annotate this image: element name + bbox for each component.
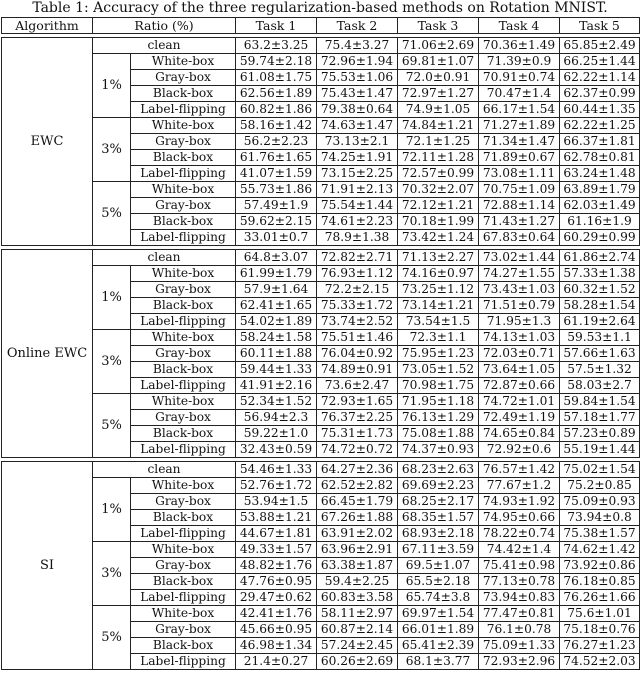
value-cell: 71.34±1.47 <box>479 134 560 150</box>
value-cell: 60.82±1.86 <box>236 102 317 118</box>
attack-cell: Gray-box <box>131 198 236 214</box>
value-cell: 72.49±1.19 <box>479 410 560 426</box>
value-cell: 74.37±0.93 <box>398 442 479 458</box>
value-cell: 60.44±1.35 <box>560 102 640 118</box>
table-row <box>2 54 640 70</box>
value-cell: 63.89±1.79 <box>560 182 640 198</box>
value-cell: 58.03±2.7 <box>560 378 640 394</box>
ratio-cell: 5% <box>93 394 131 458</box>
ratio-cell: 3% <box>93 118 131 182</box>
value-cell: 65.74±3.8 <box>398 590 479 606</box>
value-cell: 63.38±1.87 <box>317 558 398 574</box>
value-cell: 75.95±1.23 <box>398 346 479 362</box>
attack-cell: Label-flipping <box>131 314 236 330</box>
value-cell: 73.74±2.52 <box>317 314 398 330</box>
table-row <box>2 182 640 198</box>
value-cell: 76.04±0.92 <box>317 346 398 362</box>
value-cell: 70.36±1.49 <box>479 38 560 54</box>
value-cell: 64.27±2.36 <box>317 462 398 478</box>
algorithm-cell: Online EWC <box>2 250 93 458</box>
value-cell: 75.33±1.72 <box>317 298 398 314</box>
value-cell: 61.99±1.79 <box>236 266 317 282</box>
attack-cell: White-box <box>131 266 236 282</box>
attack-cell: White-box <box>131 54 236 70</box>
value-cell: 62.03±1.49 <box>560 198 640 214</box>
value-cell: 57.24±2.45 <box>317 638 398 654</box>
value-cell: 72.1±1.25 <box>398 134 479 150</box>
value-cell: 66.17±1.54 <box>479 102 560 118</box>
value-cell: 73.25±1.12 <box>398 282 479 298</box>
value-cell: 56.94±2.3 <box>236 410 317 426</box>
value-cell: 74.65±0.84 <box>479 426 560 442</box>
value-cell: 76.18±0.85 <box>560 574 640 590</box>
attack-cell: Gray-box <box>131 282 236 298</box>
value-cell: 62.56±1.89 <box>236 86 317 102</box>
header-task-3: Task 3 <box>398 18 479 34</box>
table-row <box>2 266 640 282</box>
value-cell: 76.37±2.25 <box>317 410 398 426</box>
value-cell: 76.27±1.23 <box>560 638 640 654</box>
value-cell: 74.13±1.03 <box>479 330 560 346</box>
value-cell: 77.67±1.2 <box>479 478 560 494</box>
algorithm-cell: SI <box>2 462 93 670</box>
table-row <box>2 606 640 622</box>
value-cell: 76.57±1.42 <box>479 462 560 478</box>
value-cell: 74.84±1.21 <box>398 118 479 134</box>
value-cell: 68.25±2.17 <box>398 494 479 510</box>
value-cell: 61.08±1.75 <box>236 70 317 86</box>
value-cell: 58.28±1.54 <box>560 298 640 314</box>
results-table <box>1 17 640 670</box>
value-cell: 53.88±1.21 <box>236 510 317 526</box>
table-caption: Table 1: Accuracy of the three regularization-based methods on Rotation MNIST. <box>32 0 608 16</box>
value-cell: 71.43±1.27 <box>479 214 560 230</box>
value-cell: 59.84±1.54 <box>560 394 640 410</box>
value-cell: 58.24±1.58 <box>236 330 317 346</box>
value-cell: 72.03±0.71 <box>479 346 560 362</box>
value-cell: 77.47±0.81 <box>479 606 560 622</box>
value-cell: 66.01±1.89 <box>398 622 479 638</box>
value-cell: 75.53±1.06 <box>317 70 398 86</box>
header-task-1: Task 1 <box>236 18 317 34</box>
value-cell: 59.44±1.33 <box>236 362 317 378</box>
value-cell: 49.33±1.57 <box>236 542 317 558</box>
value-cell: 45.66±0.95 <box>236 622 317 638</box>
value-cell: 74.63±1.47 <box>317 118 398 134</box>
value-cell: 57.49±1.9 <box>236 198 317 214</box>
value-cell: 63.24±1.48 <box>560 166 640 182</box>
value-cell: 74.61±2.23 <box>317 214 398 230</box>
value-cell: 73.94±0.8 <box>560 510 640 526</box>
value-cell: 61.19±2.64 <box>560 314 640 330</box>
value-cell: 65.41±2.39 <box>398 638 479 654</box>
value-cell: 62.22±1.14 <box>560 70 640 86</box>
value-cell: 60.26±2.69 <box>317 654 398 670</box>
value-cell: 74.42±1.4 <box>479 542 560 558</box>
value-cell: 57.23±0.89 <box>560 426 640 442</box>
attack-cell: Label-flipping <box>131 166 236 182</box>
value-cell: 47.76±0.95 <box>236 574 317 590</box>
value-cell: 62.22±1.25 <box>560 118 640 134</box>
value-cell: 71.95±1.3 <box>479 314 560 330</box>
ratio-cell: 1% <box>93 478 131 542</box>
value-cell: 59.74±2.18 <box>236 54 317 70</box>
value-cell: 60.29±0.99 <box>560 230 640 246</box>
value-cell: 73.6±2.47 <box>317 378 398 394</box>
value-cell: 73.64±1.05 <box>479 362 560 378</box>
value-cell: 75.51±1.46 <box>317 330 398 346</box>
ratio-cell: 5% <box>93 606 131 670</box>
value-cell: 70.91±0.74 <box>479 70 560 86</box>
header-ratio: Ratio (%) <box>93 18 236 34</box>
value-cell: 68.23±2.63 <box>398 462 479 478</box>
value-cell: 62.78±0.81 <box>560 150 640 166</box>
value-cell: 75.02±1.54 <box>560 462 640 478</box>
value-cell: 72.2±2.15 <box>317 282 398 298</box>
attack-cell: White-box <box>131 542 236 558</box>
value-cell: 52.76±1.72 <box>236 478 317 494</box>
value-cell: 70.47±1.4 <box>479 86 560 102</box>
value-cell: 68.93±2.18 <box>398 526 479 542</box>
value-cell: 70.18±1.99 <box>398 214 479 230</box>
value-cell: 59.22±1.0 <box>236 426 317 442</box>
value-cell: 68.1±3.77 <box>398 654 479 670</box>
value-cell: 74.9±1.05 <box>398 102 479 118</box>
algorithm-cell: EWC <box>2 38 93 246</box>
value-cell: 75.4±3.27 <box>317 38 398 54</box>
value-cell: 75.08±1.88 <box>398 426 479 442</box>
ratio-cell: 3% <box>93 330 131 394</box>
value-cell: 46.98±1.34 <box>236 638 317 654</box>
attack-cell: Label-flipping <box>131 102 236 118</box>
value-cell: 74.16±0.97 <box>398 266 479 282</box>
table-row <box>2 394 640 410</box>
value-cell: 60.32±1.52 <box>560 282 640 298</box>
value-cell: 71.89±0.67 <box>479 150 560 166</box>
value-cell: 60.87±2.14 <box>317 622 398 638</box>
attack-cell: Gray-box <box>131 622 236 638</box>
value-cell: 74.27±1.55 <box>479 266 560 282</box>
value-cell: 41.07±1.59 <box>236 166 317 182</box>
value-cell: 75.54±1.44 <box>317 198 398 214</box>
value-cell: 71.91±2.13 <box>317 182 398 198</box>
attack-cell: Black-box <box>131 426 236 442</box>
value-cell: 72.57±0.99 <box>398 166 479 182</box>
attack-cell: Gray-box <box>131 134 236 150</box>
attack-cell: Label-flipping <box>131 378 236 394</box>
value-cell: 65.85±2.49 <box>560 38 640 54</box>
table-row <box>2 38 640 54</box>
value-cell: 72.96±1.94 <box>317 54 398 70</box>
value-cell: 76.13±1.29 <box>398 410 479 426</box>
value-cell: 55.73±1.86 <box>236 182 317 198</box>
value-cell: 69.69±2.23 <box>398 478 479 494</box>
value-cell: 56.2±2.23 <box>236 134 317 150</box>
value-cell: 60.11±1.88 <box>236 346 317 362</box>
value-cell: 69.97±1.54 <box>398 606 479 622</box>
value-cell: 33.01±0.7 <box>236 230 317 246</box>
value-cell: 57.33±1.38 <box>560 266 640 282</box>
value-cell: 59.62±2.15 <box>236 214 317 230</box>
attack-cell: Black-box <box>131 150 236 166</box>
attack-cell: White-box <box>131 118 236 134</box>
attack-cell: Black-box <box>131 574 236 590</box>
value-cell: 59.53±1.1 <box>560 330 640 346</box>
value-cell: 67.11±3.59 <box>398 542 479 558</box>
value-cell: 73.54±1.5 <box>398 314 479 330</box>
value-cell: 76.93±1.12 <box>317 266 398 282</box>
value-cell: 75.18±0.76 <box>560 622 640 638</box>
value-cell: 75.09±0.93 <box>560 494 640 510</box>
value-cell: 71.13±2.27 <box>398 250 479 266</box>
value-cell: 62.41±1.65 <box>236 298 317 314</box>
value-cell: 73.15±2.25 <box>317 166 398 182</box>
value-cell: 75.38±1.57 <box>560 526 640 542</box>
attack-cell: Black-box <box>131 638 236 654</box>
value-cell: 74.25±1.91 <box>317 150 398 166</box>
attack-cell: Gray-box <box>131 558 236 574</box>
value-cell: 74.93±1.92 <box>479 494 560 510</box>
value-cell: 57.18±1.77 <box>560 410 640 426</box>
value-cell: 60.83±3.58 <box>317 590 398 606</box>
value-cell: 72.3±1.1 <box>398 330 479 346</box>
attack-cell: Label-flipping <box>131 654 236 670</box>
value-cell: 73.02±1.44 <box>479 250 560 266</box>
value-cell: 57.9±1.64 <box>236 282 317 298</box>
value-cell: 77.13±0.78 <box>479 574 560 590</box>
value-cell: 72.93±1.65 <box>317 394 398 410</box>
value-cell: 32.43±0.59 <box>236 442 317 458</box>
attack-cell: White-box <box>131 394 236 410</box>
attack-cell: Label-flipping <box>131 442 236 458</box>
header-algorithm: Algorithm <box>2 18 93 34</box>
clean-label-cell: clean <box>93 38 236 54</box>
table-row <box>2 250 640 266</box>
value-cell: 75.43±1.47 <box>317 86 398 102</box>
attack-cell: White-box <box>131 182 236 198</box>
value-cell: 63.96±2.91 <box>317 542 398 558</box>
value-cell: 71.51±0.79 <box>479 298 560 314</box>
value-cell: 66.25±1.44 <box>560 54 640 70</box>
value-cell: 57.5±1.32 <box>560 362 640 378</box>
clean-label-cell: clean <box>93 250 236 266</box>
header-task-5: Task 5 <box>560 18 640 34</box>
table-row <box>2 118 640 134</box>
value-cell: 69.81±1.07 <box>398 54 479 70</box>
ratio-cell: 1% <box>93 266 131 330</box>
value-cell: 55.19±1.44 <box>560 442 640 458</box>
attack-cell: Gray-box <box>131 494 236 510</box>
attack-cell: Black-box <box>131 214 236 230</box>
attack-cell: Gray-box <box>131 70 236 86</box>
table-row <box>2 330 640 346</box>
value-cell: 66.45±1.79 <box>317 494 398 510</box>
attack-cell: Gray-box <box>131 410 236 426</box>
value-cell: 70.98±1.75 <box>398 378 479 394</box>
table-row <box>2 462 640 478</box>
value-cell: 75.09±1.33 <box>479 638 560 654</box>
value-cell: 54.46±1.33 <box>236 462 317 478</box>
value-cell: 71.39±0.9 <box>479 54 560 70</box>
attack-cell: Black-box <box>131 298 236 314</box>
table-body <box>2 34 640 670</box>
attack-cell: Label-flipping <box>131 230 236 246</box>
value-cell: 75.41±0.98 <box>479 558 560 574</box>
attack-cell: Gray-box <box>131 346 236 362</box>
value-cell: 74.95±0.66 <box>479 510 560 526</box>
value-cell: 71.06±2.69 <box>398 38 479 54</box>
value-cell: 73.43±1.03 <box>479 282 560 298</box>
value-cell: 72.88±1.14 <box>479 198 560 214</box>
value-cell: 71.27±1.89 <box>479 118 560 134</box>
value-cell: 70.32±2.07 <box>398 182 479 198</box>
value-cell: 73.92±0.86 <box>560 558 640 574</box>
attack-cell: White-box <box>131 330 236 346</box>
value-cell: 61.86±2.74 <box>560 250 640 266</box>
table-row <box>2 478 640 494</box>
value-cell: 54.02±1.89 <box>236 314 317 330</box>
ratio-cell: 1% <box>93 54 131 118</box>
value-cell: 63.2±3.25 <box>236 38 317 54</box>
value-cell: 72.11±1.28 <box>398 150 479 166</box>
value-cell: 66.37±1.81 <box>560 134 640 150</box>
value-cell: 53.94±1.5 <box>236 494 317 510</box>
value-cell: 48.82±1.76 <box>236 558 317 574</box>
attack-cell: Label-flipping <box>131 590 236 606</box>
header-task-2: Task 2 <box>317 18 398 34</box>
value-cell: 73.94±0.83 <box>479 590 560 606</box>
value-cell: 71.95±1.18 <box>398 394 479 410</box>
value-cell: 65.5±2.18 <box>398 574 479 590</box>
value-cell: 79.38±0.64 <box>317 102 398 118</box>
value-cell: 74.72±1.01 <box>479 394 560 410</box>
value-cell: 72.92±0.6 <box>479 442 560 458</box>
value-cell: 75.6±1.01 <box>560 606 640 622</box>
value-cell: 29.47±0.62 <box>236 590 317 606</box>
value-cell: 72.97±1.27 <box>398 86 479 102</box>
value-cell: 61.76±1.65 <box>236 150 317 166</box>
attack-cell: White-box <box>131 606 236 622</box>
value-cell: 44.67±1.81 <box>236 526 317 542</box>
value-cell: 70.75±1.09 <box>479 182 560 198</box>
value-cell: 52.34±1.52 <box>236 394 317 410</box>
value-cell: 58.11±2.97 <box>317 606 398 622</box>
value-cell: 72.12±1.21 <box>398 198 479 214</box>
value-cell: 73.05±1.52 <box>398 362 479 378</box>
value-cell: 59.4±2.25 <box>317 574 398 590</box>
value-cell: 78.22±0.74 <box>479 526 560 542</box>
header-row <box>2 18 640 34</box>
value-cell: 67.83±0.64 <box>479 230 560 246</box>
attack-cell: Black-box <box>131 362 236 378</box>
value-cell: 75.31±1.73 <box>317 426 398 442</box>
value-cell: 73.08±1.11 <box>479 166 560 182</box>
ratio-cell: 5% <box>93 182 131 246</box>
value-cell: 61.16±1.9 <box>560 214 640 230</box>
value-cell: 41.91±2.16 <box>236 378 317 394</box>
value-cell: 42.41±1.76 <box>236 606 317 622</box>
attack-cell: White-box <box>131 478 236 494</box>
value-cell: 72.0±0.91 <box>398 70 479 86</box>
value-cell: 73.42±1.24 <box>398 230 479 246</box>
value-cell: 58.16±1.42 <box>236 118 317 134</box>
clean-label-cell: clean <box>93 462 236 478</box>
table-row <box>2 542 640 558</box>
value-cell: 72.93±2.96 <box>479 654 560 670</box>
header-task-4: Task 4 <box>479 18 560 34</box>
value-cell: 73.13±2.1 <box>317 134 398 150</box>
value-cell: 78.9±1.38 <box>317 230 398 246</box>
value-cell: 74.52±2.03 <box>560 654 640 670</box>
value-cell: 67.26±1.88 <box>317 510 398 526</box>
value-cell: 62.52±2.82 <box>317 478 398 494</box>
attack-cell: Label-flipping <box>131 526 236 542</box>
attack-cell: Black-box <box>131 86 236 102</box>
attack-cell: Black-box <box>131 510 236 526</box>
value-cell: 76.26±1.66 <box>560 590 640 606</box>
value-cell: 63.91±2.02 <box>317 526 398 542</box>
value-cell: 76.1±0.78 <box>479 622 560 638</box>
value-cell: 62.37±0.99 <box>560 86 640 102</box>
value-cell: 73.14±1.21 <box>398 298 479 314</box>
value-cell: 21.4±0.27 <box>236 654 317 670</box>
value-cell: 72.87±0.66 <box>479 378 560 394</box>
value-cell: 72.82±2.71 <box>317 250 398 266</box>
value-cell: 74.72±0.72 <box>317 442 398 458</box>
value-cell: 74.89±0.91 <box>317 362 398 378</box>
value-cell: 68.35±1.57 <box>398 510 479 526</box>
value-cell: 75.2±0.85 <box>560 478 640 494</box>
value-cell: 64.8±3.07 <box>236 250 317 266</box>
ratio-cell: 3% <box>93 542 131 606</box>
value-cell: 57.66±1.63 <box>560 346 640 362</box>
value-cell: 69.5±1.07 <box>398 558 479 574</box>
value-cell: 74.62±1.42 <box>560 542 640 558</box>
